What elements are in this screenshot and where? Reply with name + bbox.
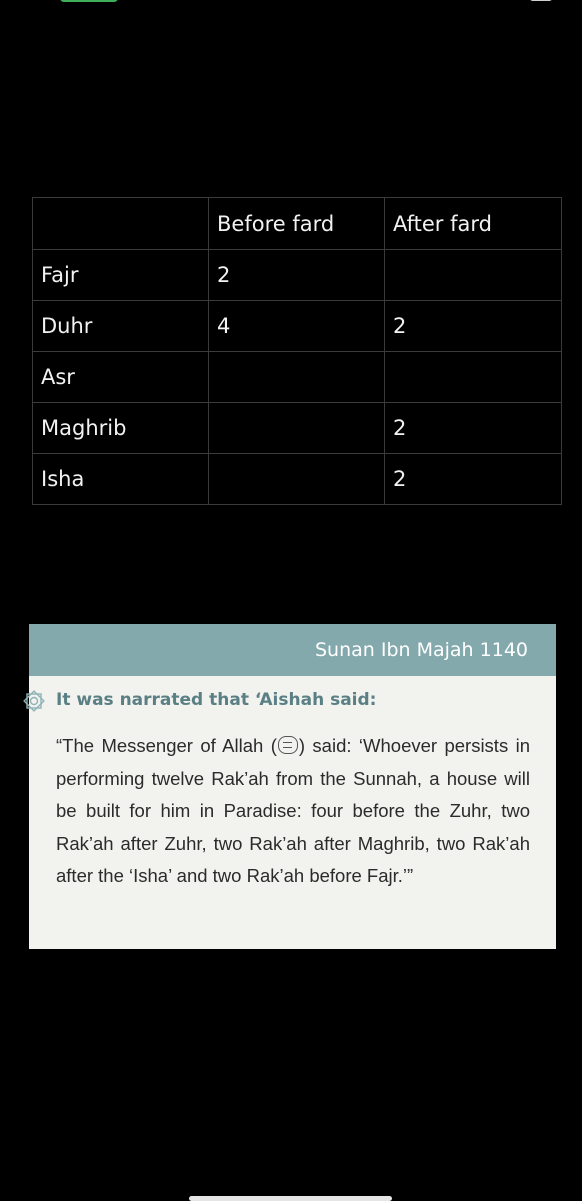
table-row <box>33 250 562 301</box>
top-status-pill <box>60 0 118 2</box>
after-fard-count: 2 <box>385 454 562 505</box>
after-fard-count: 2 <box>385 403 562 454</box>
prayer-name: Maghrib <box>33 403 209 454</box>
table-header-row <box>33 198 562 250</box>
before-fard-count <box>209 352 385 403</box>
prayer-name: Isha <box>33 454 209 505</box>
salutation-icon <box>278 736 298 754</box>
hadith-narrator: It was narrated that ‘Aishah said: <box>56 690 377 710</box>
hadith-reference: Sunan Ibn Majah 1140 <box>314 639 528 661</box>
after-fard-count <box>385 352 562 403</box>
hadith-reference-bar <box>29 624 556 676</box>
top-status-indicator <box>530 0 552 1</box>
hadith-text-end: ) said: ‘Whoever persists in performing twelve Rak’ah from the Sunnah, a house will be built for him in Paradise: four before the Zuhr, two Rak’ah after Zuhr, two Rak’ah after Maghrib, two Rak’ah after the ‘Isha’ and two Rak’ah before Fajr.’” <box>56 735 530 886</box>
prayer-name: Fajr <box>33 250 209 301</box>
before-fard-count: 4 <box>209 301 385 352</box>
before-fard-count <box>209 454 385 505</box>
hadith-text <box>56 730 530 893</box>
before-fard-count: 2 <box>209 250 385 301</box>
narrator-row <box>29 676 556 724</box>
table-row <box>33 403 562 454</box>
hadith-card <box>29 624 556 949</box>
before-fard-count <box>209 403 385 454</box>
after-fard-count <box>385 250 562 301</box>
table-header-cell: Before fard <box>209 198 385 250</box>
sunnah-rakah-table <box>32 197 562 505</box>
prayer-name: Asr <box>33 352 209 403</box>
table-row <box>33 352 562 403</box>
table-row <box>33 454 562 505</box>
star-ornament-icon <box>21 688 47 714</box>
home-indicator[interactable] <box>189 1196 392 1201</box>
table-row <box>33 301 562 352</box>
table-header-cell <box>33 198 209 250</box>
after-fard-count: 2 <box>385 301 562 352</box>
prayer-name: Duhr <box>33 301 209 352</box>
hadith-text-start: “The Messenger of Allah ( <box>56 735 277 756</box>
table-header-cell: After fard <box>385 198 562 250</box>
